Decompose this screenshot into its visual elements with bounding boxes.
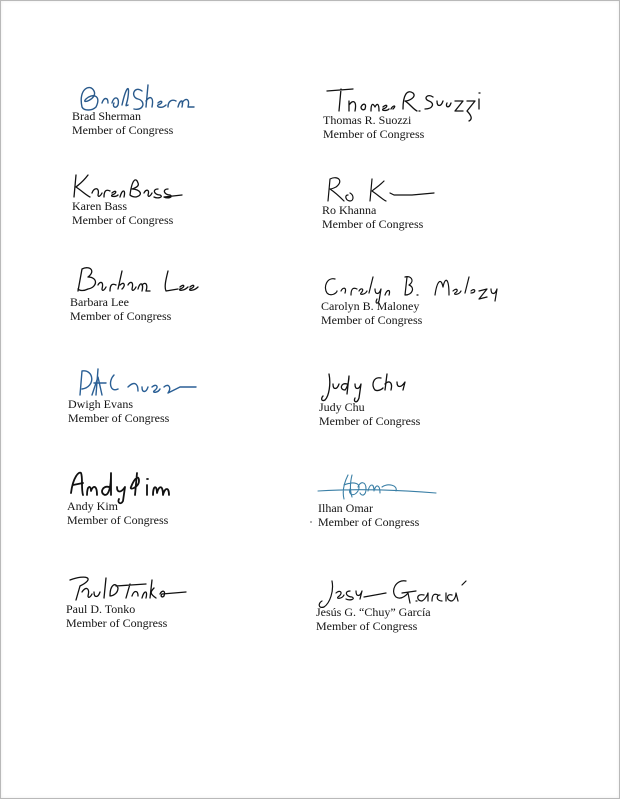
signature-block-ilhan-omar [318, 469, 548, 549]
scan-speck [310, 521, 312, 523]
signatory-name: Brad Sherman [72, 109, 141, 123]
signatory-name: Jesús G. “Chuy” García [316, 605, 431, 619]
signatory-name: Ro Khanna [322, 203, 377, 217]
signatory-name: Paul D. Tonko [66, 602, 136, 616]
signature-block-jesus-garcia [316, 573, 546, 653]
signature-block-carolyn-maloney [321, 267, 551, 347]
signatory-title: Member of Congress [322, 217, 424, 231]
signatory-name: Carolyn B. Maloney [321, 299, 420, 313]
signature-block-karen-bass [72, 167, 302, 247]
signatory-title: Member of Congress [318, 515, 420, 529]
signatory-title: Member of Congress [319, 414, 421, 428]
signatory-title: Member of Congress [72, 123, 174, 137]
signatory-title: Member of Congress [323, 127, 425, 141]
signatory-title: Member of Congress [68, 411, 170, 425]
signatory-name: Thomas R. Suozzi [323, 113, 412, 127]
signatory-name: Judy Chu [319, 400, 365, 414]
signature-block-andy-kim [67, 467, 297, 547]
signatory-title: Member of Congress [66, 616, 168, 630]
signatory-title: Member of Congress [321, 313, 423, 327]
signatory-name: Barbara Lee [70, 295, 129, 309]
signatory-name: Dwigh Evans [68, 397, 133, 411]
signatory-name: Ilhan Omar [318, 501, 373, 515]
signature-block-judy-chu [319, 368, 549, 448]
signatory-name: Karen Bass [72, 199, 127, 213]
signature-block-dwigh-evans [68, 365, 298, 445]
signature-block-ro-khanna [322, 171, 552, 251]
signatory-name: Andy Kim [67, 499, 118, 513]
signatory-title: Member of Congress [67, 513, 169, 527]
signature-block-barbara-lee [70, 263, 300, 343]
signatory-title: Member of Congress [72, 213, 174, 227]
signatory-title: Member of Congress [316, 619, 418, 633]
signature-block-paul-tonko [66, 570, 296, 650]
signature-block-brad-sherman [72, 77, 302, 157]
signatory-title: Member of Congress [70, 309, 172, 323]
signature-block-thomas-suozzi [323, 81, 553, 161]
